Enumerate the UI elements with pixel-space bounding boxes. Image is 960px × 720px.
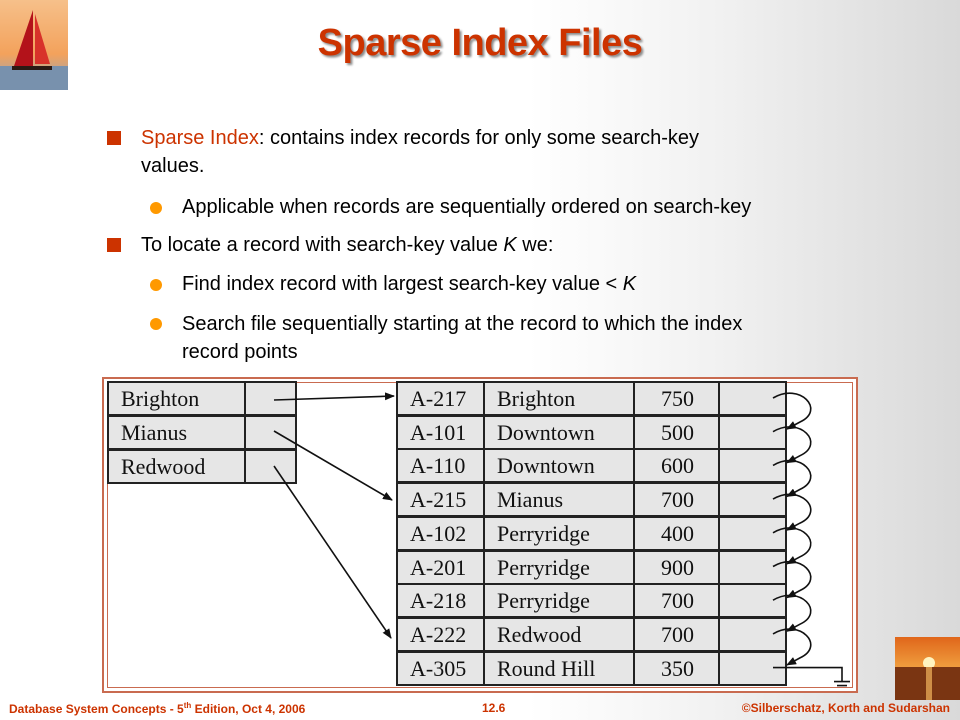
var-k: K — [503, 234, 517, 256]
bullet-locate-prefix: To locate a record with search-key value — [141, 234, 504, 256]
next-record-arrow — [773, 461, 811, 497]
next-record-arrow — [773, 494, 811, 530]
account-number-cell: A-110 — [396, 448, 485, 483]
balance-cell: 350 — [633, 651, 720, 686]
branch-name-cell: Brighton — [483, 381, 635, 416]
balance-cell: 600 — [633, 448, 720, 483]
account-number-cell: A-305 — [396, 651, 485, 686]
account-number-cell: A-201 — [396, 550, 485, 585]
account-number-cell: A-217 — [396, 381, 485, 416]
footer-page-number: 12.6 — [482, 701, 506, 715]
branch-name-cell: Round Hill — [483, 651, 635, 686]
branch-name-cell: Perryridge — [483, 583, 635, 618]
next-record-arrow — [773, 629, 811, 665]
footer-sup: th — [183, 701, 192, 710]
sub-bullet-search-line1: Search file sequentially starting at the record to which the index — [182, 313, 743, 335]
balance-cell: 700 — [633, 617, 720, 652]
next-record-arrow — [773, 427, 811, 463]
balance-cell: 700 — [633, 482, 720, 517]
balance-cell: 400 — [633, 516, 720, 551]
index-pointer-arrow — [274, 396, 394, 400]
index-key-cell: Brighton — [107, 381, 246, 416]
account-number-cell: A-215 — [396, 482, 485, 517]
balance-cell: 700 — [633, 583, 720, 618]
bullet-sparse-index-line1: : contains index records for only some search-key — [258, 127, 700, 149]
term-sparse-index: Sparse Index — [141, 127, 259, 149]
branch-name-cell: Downtown — [483, 448, 635, 483]
balance-cell: 900 — [633, 550, 720, 585]
sub-bullet-applicable: Applicable when records are sequentially ordered on search-key — [182, 196, 752, 218]
var-k: K — [622, 273, 637, 295]
next-record-arrow — [773, 393, 811, 429]
bullet-sparse-index-line2: values. — [141, 155, 205, 177]
index-key-cell: Redwood — [107, 449, 246, 484]
footer-copyright: ©Silberschatz, Korth and Sudarshan — [741, 701, 950, 715]
account-number-cell: A-101 — [396, 415, 485, 450]
branch-name-cell: Mianus — [483, 482, 635, 517]
slide-title: Sparse Index Files — [317, 22, 643, 64]
branch-name-cell: Redwood — [483, 617, 635, 652]
index-pointer-arrow — [274, 431, 392, 500]
sub-bullet-search-line2: record points — [182, 341, 298, 363]
account-number-cell: A-102 — [396, 516, 485, 551]
branch-name-cell: Perryridge — [483, 516, 635, 551]
next-record-arrow — [773, 562, 811, 598]
index-key-cell: Mianus — [107, 415, 246, 450]
find-index-prefix: Find index record with largest search-key value < — [182, 273, 623, 295]
account-number-cell: A-218 — [396, 583, 485, 618]
next-record-arrow — [773, 528, 811, 564]
footer-course-text: Database System Concepts - 5 — [9, 702, 184, 716]
balance-cell: 750 — [633, 381, 720, 416]
branch-name-cell: Downtown — [483, 415, 635, 450]
balance-cell: 500 — [633, 415, 720, 450]
null-pointer-icon — [773, 668, 850, 686]
sunset-image — [895, 637, 960, 700]
branch-name-cell: Perryridge — [483, 550, 635, 585]
next-record-arrow — [773, 595, 811, 631]
footer-course — [9, 701, 305, 716]
account-number-cell: A-222 — [396, 617, 485, 652]
footer-course-rest: Edition, Oct 4, 2006 — [191, 702, 306, 716]
index-pointer-arrow — [274, 466, 391, 638]
bullet-locate-suffix: we: — [516, 234, 554, 256]
